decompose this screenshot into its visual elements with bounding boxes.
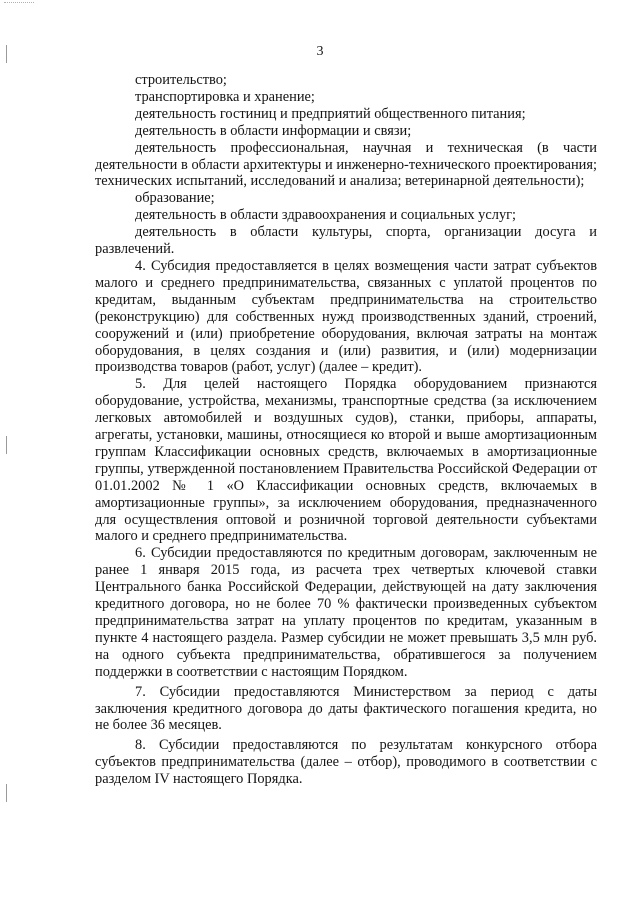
margin-mark [6, 436, 7, 454]
clause-7: 7. Субсидии предоставляются Министерством за период с даты заключения кредитного договора до даты фактического погашения кредита, но не более 36 месяцев. [95, 683, 597, 734]
clause-4: 4. Субсидия предоставляется в целях возмещения части затрат субъектов малого и среднего предпринимательства, связанных с уплатой процентов по кредитам, выданным субъектам предпринимательства на строительство (реконструкцию) для собственных нужд производственных зданий, строений, сооружений и (или) приобретение оборудования, включая затраты на монтаж оборудования, в целях создания и (или) развития, и (или) модернизации производства товаров (работ, услуг) (далее – кредит). [95, 257, 597, 376]
list-item: образование; [135, 190, 215, 207]
list-item: деятельность в области информации и связи; [135, 122, 412, 139]
clause-8: 8. Субсидии предоставляются по результатам конкурсного отбора субъектов предпринимательства (далее – отбор), проводимого в соответствии с разделом IV настоящего Порядка. [95, 737, 597, 788]
document-body [95, 72, 597, 788]
clause-6: 6. Субсидии предоставляются по кредитным договорам, заключенным не ранее 1 января 2015 года, из расчета трех четвертых ключевой ставки Центрального банка Российской Федерации, действующей на дату заключения кредитного договора, но не более 70 % фактически произведенных субъектом предпринимательства затрат на уплату процентов по кредитам, указанным в пункте 4 настоящего раздела. Размер субсидии не может превышать 3,5 млн руб. на одного субъекта предпринимательства, обратившегося за получением поддержки в соответствии с настоящим Порядком. [95, 545, 597, 680]
list-item: деятельность профессиональная, научная и техническая (в части деятельности в области архитектуры и инженерно-технического проектирования; технических испытаний, исследований и анализа; ветеринарной деятельности); [95, 139, 597, 190]
list-item: деятельность в области здравоохранения и социальных услуг; [135, 207, 517, 224]
list-item: транспортировка и хранение; [135, 88, 315, 105]
list-item: деятельность гостиниц и предприятий общественного питания; [135, 105, 526, 122]
clause-5: 5. Для целей настоящего Порядка оборудованием признаются оборудование, устройства, механизмы, транспортные средства (за исключением легковых автомобилей и воздушных судов), станки, приборы, аппараты, агрегаты, установки, машины, относящиеся ко второй и выше амортизационным группам Классификации основных средств, включаемых в амортизационные группы, утвержденной постановлением Правительства Российской Федерации от 01.01.2002 № 1 «О Классификации основных средств, включаемых в амортизационные группы», за исключением оборудования, предназначенного для осуществления оптовой и розничной торговой деятельности субъектами малого и среднего предпринимательства. [95, 376, 597, 545]
list-item: строительство; [135, 72, 227, 88]
corner-mark [4, 2, 34, 5]
page-number: 3 [316, 44, 324, 59]
list-item: деятельность в области культуры, спорта, организации досуга и развлечений. [95, 224, 597, 258]
margin-mark [6, 784, 7, 802]
